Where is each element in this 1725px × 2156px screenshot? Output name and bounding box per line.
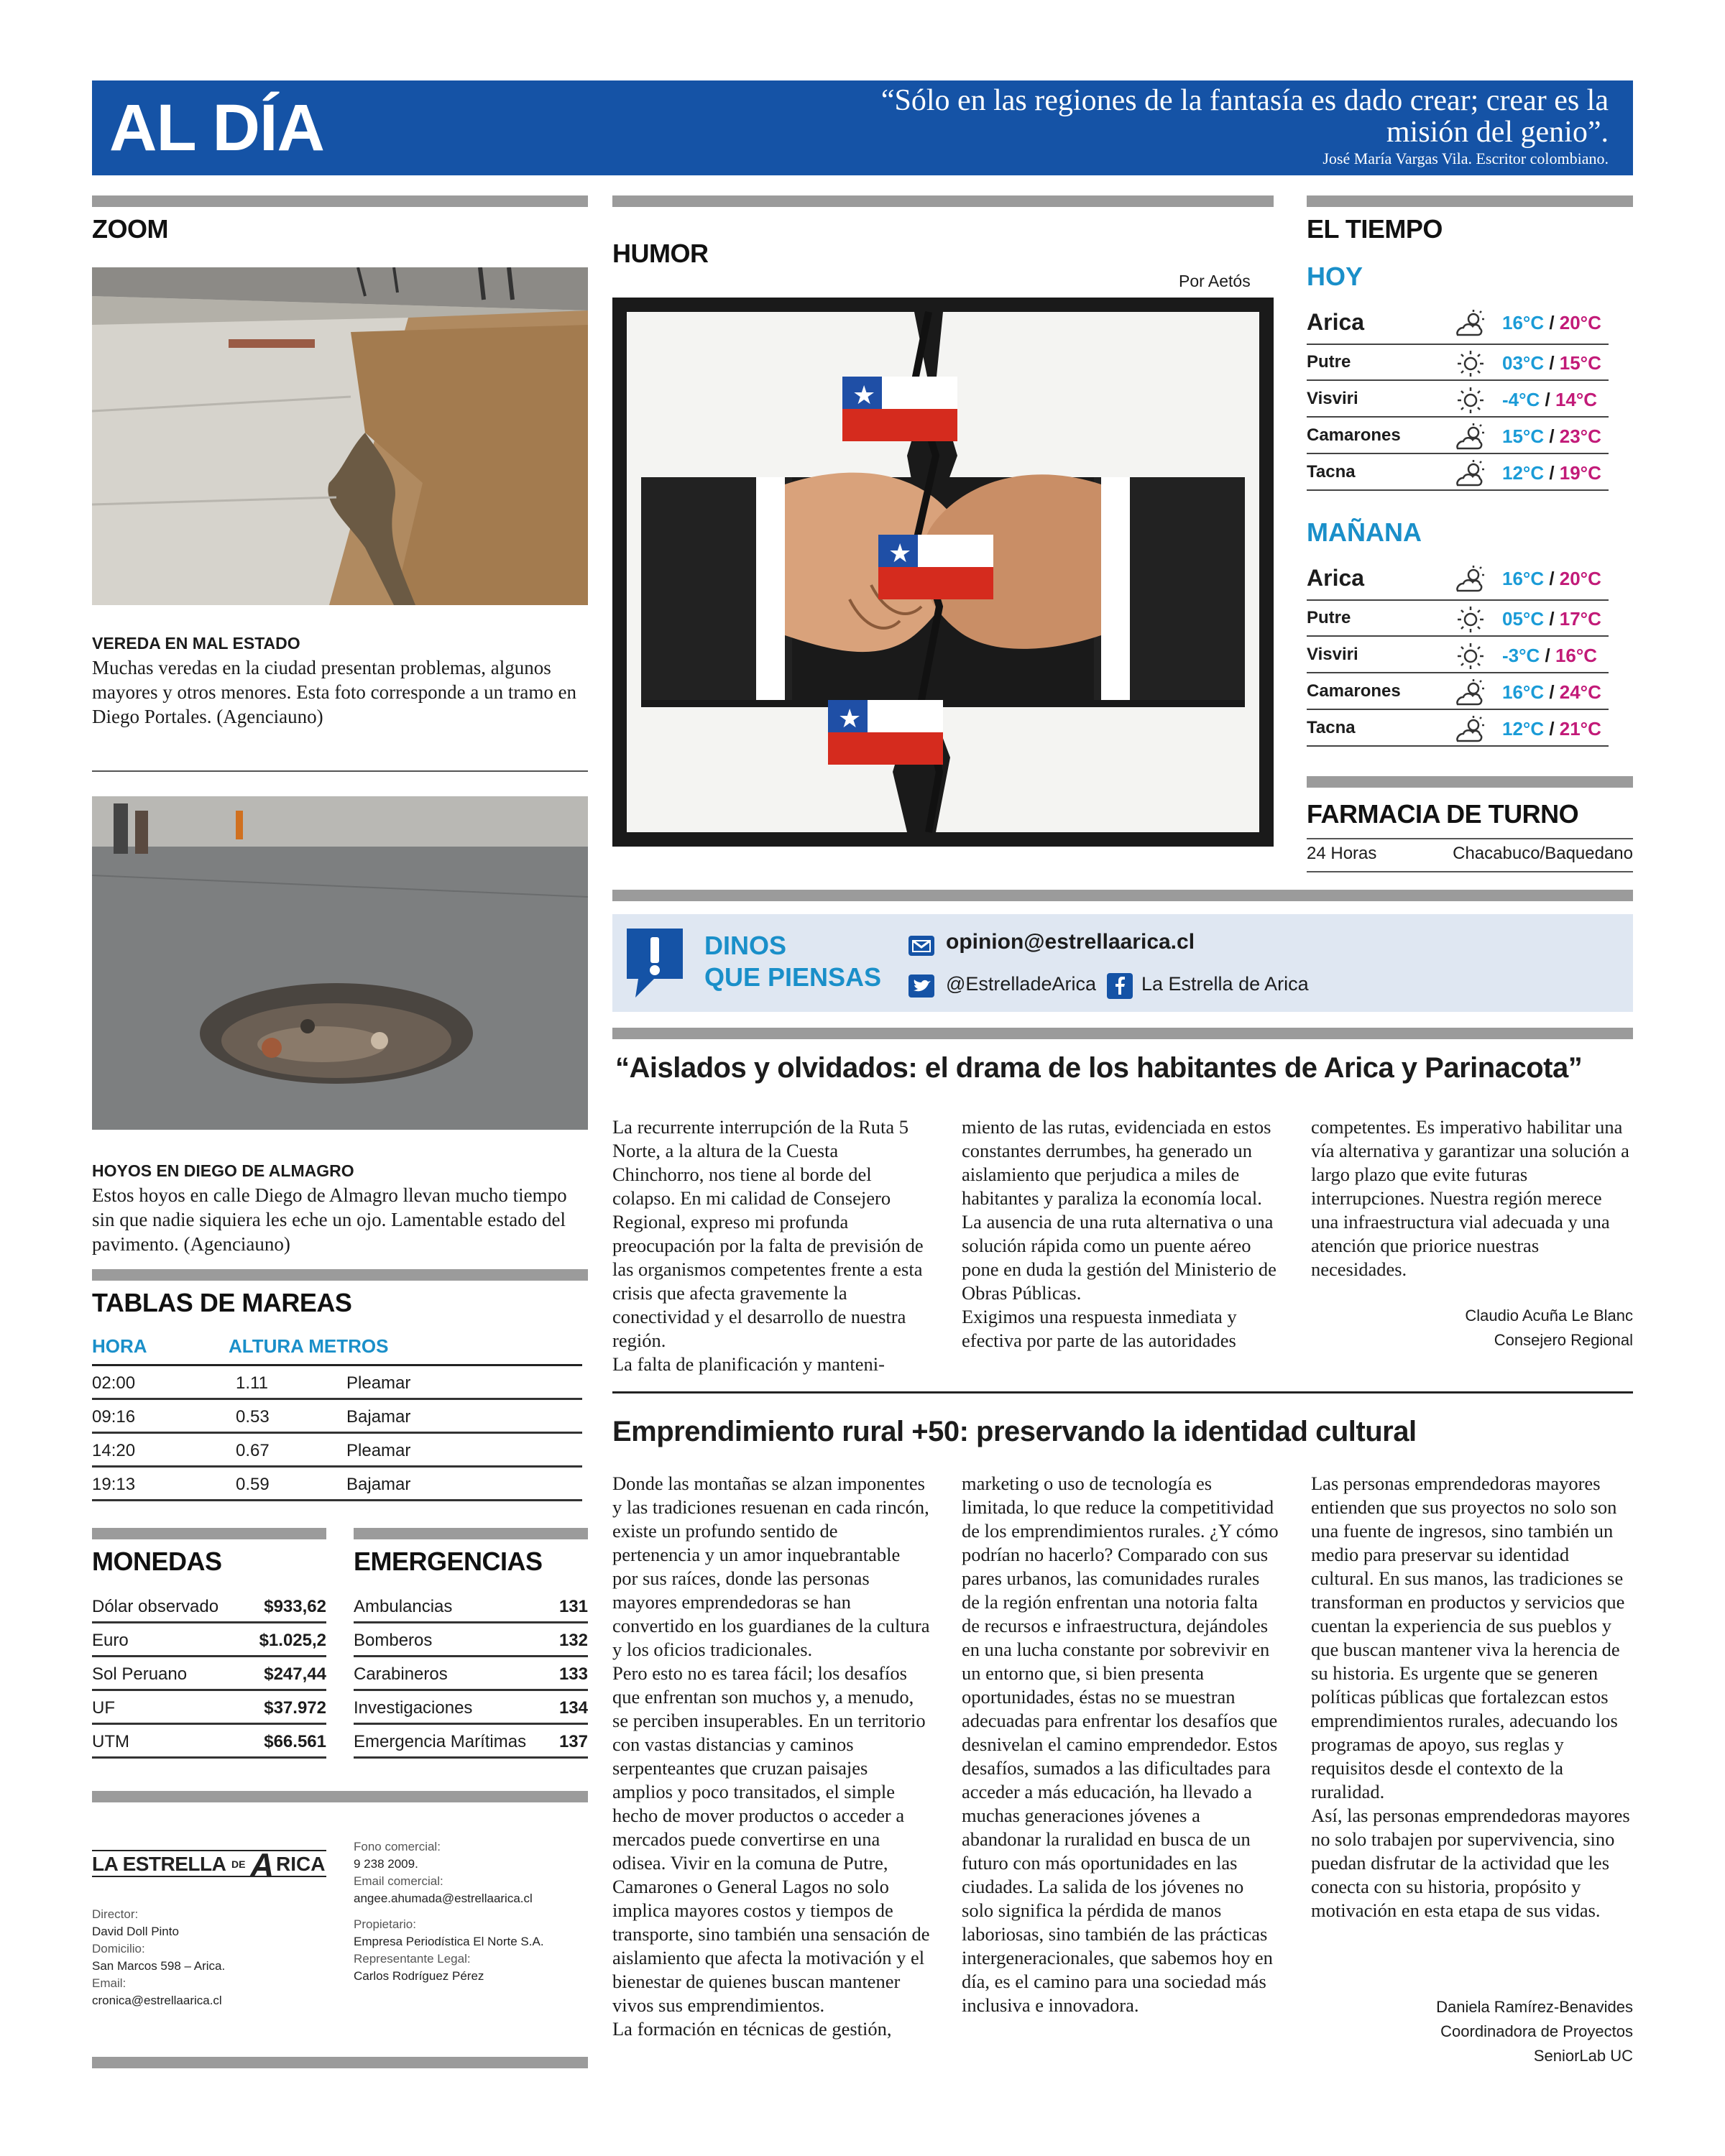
table-row — [92, 1691, 326, 1725]
divider — [612, 1391, 1633, 1393]
email-icon — [908, 936, 934, 956]
humor-cartoon — [612, 298, 1274, 847]
weather-city: Tacna — [1307, 462, 1356, 482]
table-row — [354, 1657, 588, 1691]
table-cell: Investigaciones — [354, 1698, 473, 1718]
table-cell: Dólar observado — [92, 1597, 219, 1616]
weather-city: Visviri — [1307, 645, 1358, 664]
humor-title: HUMOR — [612, 239, 709, 268]
table-cell: 02:00 — [92, 1373, 136, 1393]
article-title: Emprendimiento rural +50: preservando la identidad cultural — [612, 1416, 1417, 1447]
farmacia-title: FARMACIA DE TURNO — [1307, 799, 1579, 829]
weather-temps: 16°C / 20°C — [1502, 568, 1601, 589]
emergencias-title: EMERGENCIAS — [354, 1547, 543, 1576]
svg-text:★: ★ — [838, 704, 862, 734]
article-column: Las personas emprendedoras mayores entienden que sus proyectos no solo son una fuente de ingresos, sino también un medio para preservar su identidad cultural. En sus manos, las tradiciones se transforman en productos y servicios que cuentan la experiencia de sus pueblos y que buscan mantener viva la herencia de su historia. Es urgente que se generen políticas públicas que fortalezcan estos emprendimientos rurales, adecuando los programas de apoyo, sus reglas y requisitos desde el contexto de la ruralidad. Así, las personas emprendedoras mayores no solo trabajen por supervivencia, sino puedan disfrutar de la actividad que les conecta con su historia, propósito y motivación en esta etapa de sus vidas. — [1311, 1473, 1630, 1921]
photo-heading: HOYOS EN DIEGO DE ALMAGRO — [92, 1161, 354, 1180]
article-signature: Claudio Acuña Le Blanc Consejero Regional — [1465, 1307, 1633, 1349]
dinos-facebook-link[interactable]: La Estrella de Arica — [1141, 973, 1309, 995]
weather-city: Tacna — [1307, 718, 1356, 737]
table-cell: Bomberos — [354, 1631, 433, 1650]
weather-city: Camarones — [1307, 425, 1401, 445]
table-row — [354, 1590, 588, 1623]
weather-temps: 15°C / 23°C — [1502, 425, 1601, 447]
tiempo-hoy-label: HOY — [1307, 262, 1363, 291]
temp-min: -4°C — [1502, 389, 1540, 410]
facebook-icon — [1107, 973, 1133, 999]
temp-min: -3°C — [1502, 645, 1540, 666]
weather-row — [1307, 674, 1609, 710]
table-cell: UF — [92, 1698, 115, 1718]
weather-row — [1307, 455, 1609, 491]
table-row — [354, 1623, 588, 1657]
temp-max: 17°C — [1559, 608, 1601, 630]
table-cell: $37.972 — [264, 1698, 326, 1718]
weather-row — [1307, 601, 1609, 637]
sun-icon — [1450, 348, 1491, 379]
mareas-table — [92, 1366, 582, 1501]
table-row — [92, 1468, 582, 1501]
table-cell: UTM — [92, 1732, 129, 1751]
divider — [92, 770, 588, 772]
partly-cloudy-icon — [1450, 458, 1491, 489]
weather-temps: -4°C / 14°C — [1502, 389, 1598, 410]
table-cell: 19:13 — [92, 1475, 136, 1494]
weather-row — [1307, 561, 1609, 601]
divider — [612, 195, 1274, 207]
divider — [92, 1269, 588, 1281]
table-row — [92, 1590, 326, 1623]
partly-cloudy-icon — [1450, 677, 1491, 709]
article-column: marketing o uso de tecnología es limitada, lo que reduce la competitividad de los emprendimientos rurales. ¿Y cómo podrían no hacerlo? Comparado con sus pares urbanos, las comunidades rurales de la región enfrentan una notoria falta de recursos e infraestructura, dejándoles en una lucha constante por sobrevivir en un entorno que, si bien presenta oportunidades, éstas no se muestran adecuadas para enfrentar los desafíos que desnivelan el camino emprendedor. Estos desafíos, sumados a las dificultades para acceder a más educación, ha llevado a muchas generaciones jóvenes a abandonar la ruralidad en busca de un futuro con más oportunidades en las ciudades. La salida de los jóvenes no solo significa la pérdida de manos laboriosas, sino también de las prácticas intergeneracionales, que sabemos hoy en día, es el camino para una sociedad más inclusiva e innovadora. — [962, 1473, 1279, 2016]
divider — [1307, 871, 1633, 872]
farmacia-hours: 24 Horas — [1307, 844, 1377, 863]
temp-max: 14°C — [1555, 389, 1598, 410]
sun-icon — [1450, 640, 1491, 672]
divider — [612, 1028, 1633, 1039]
article-column: La recurrente interrupción de la Ruta 5 Norte, a la altura de la Cuesta Chinchorro, nos tiene al borde del colapso. En mi calidad de Consejero Regional, expreso mi profunda preocupación por la falta de previsión de las organismos competentes frente a esta crisis que afecta gravemente la conectividad y el desarrollo de nuestra región. La falta de planificación y manteni- — [612, 1116, 924, 1375]
weather-row — [1307, 305, 1609, 345]
temp-min: 03°C — [1502, 352, 1545, 374]
weather-city: Visviri — [1307, 389, 1358, 408]
table-cell: Bajamar — [346, 1475, 411, 1494]
table-cell: Carabineros — [354, 1664, 448, 1684]
table-cell: 132 — [558, 1631, 588, 1650]
photo-caption: Estos hoyos en calle Diego de Almagro llevan mucho tiempo sin que nadie siquiera les eche un ojo. Lamentable estado del pavimento. (Agenciauno) — [92, 1184, 567, 1255]
sun-icon — [1450, 604, 1491, 635]
dinos-twitter-link[interactable]: @EstrelladeArica — [946, 973, 1096, 995]
article-signature: Daniela Ramírez-Benavides Coordinadora de Proyectos SeniorLab UC — [1436, 1998, 1633, 2065]
temp-min: 12°C — [1502, 462, 1545, 484]
table-cell: 131 — [558, 1597, 588, 1616]
exclamation-icon — [622, 926, 687, 998]
divider — [1307, 776, 1633, 788]
table-cell: Sol Peruano — [92, 1664, 188, 1684]
temp-min: 16°C — [1502, 681, 1545, 703]
table-row — [354, 1725, 588, 1759]
dinos-email-link[interactable]: opinion@estrellaarica.cl — [946, 930, 1195, 954]
dinos-title: DINOS QUE PIENSAS — [704, 931, 882, 992]
banner-quote: “Sólo en las regiones de la fantasía es dado crear; crear es la misión del genio”. — [880, 84, 1609, 149]
weather-city: Arica — [1307, 565, 1365, 591]
divider — [92, 1791, 588, 1802]
temp-min: 12°C — [1502, 718, 1545, 740]
table-row — [92, 1623, 326, 1657]
mareas-header-hora: HORA — [92, 1335, 147, 1357]
temp-max: 21°C — [1559, 718, 1601, 740]
table-cell: Pleamar — [346, 1373, 411, 1393]
table-cell: 1.11 — [236, 1373, 268, 1393]
weather-temps: 12°C / 21°C — [1502, 718, 1601, 740]
table-cell: Ambulancias — [354, 1597, 453, 1616]
table-cell: $1.025,2 — [259, 1631, 326, 1650]
weather-temps: 03°C / 15°C — [1502, 352, 1601, 374]
section-title: AL DÍA — [109, 91, 324, 165]
sidewalk-photo — [92, 267, 588, 605]
article-title: “Aislados y olvidados: el drama de los habitantes de Arica y Parinacota” — [615, 1052, 1583, 1084]
tiempo-title: EL TIEMPO — [1307, 214, 1443, 244]
article-column: Donde las montañas se alzan imponentes y las tradiciones resuenan en cada rincón, existe un profundo sentido de pertenencia y un amor inquebrantable por sus raíces, donde las personas mayores emprendedoras se han convertido en los guardianes de la cultura y los oficios tradicionales. Pero esto no es tarea fácil; los desafíos que enfrentan son muchos y, a menudo, se perciben insuperables. En un territorio con vastas distancias y caminos serpenteantes que cruzan paisajes amplios y poco transitados, el simple hecho de mover productos o acceder a mercados puede convertirse en una odisea. Vivir en la comuna de Putre, Camarones o General Lagos no solo implica mayores costos y tiempos de transporte, sino también una sensación de aislamiento que afecta la motivación y el bienestar de quienes buscan mantener vivos sus emprendimientos. La formación en técnicas de gestión, — [612, 1473, 930, 2040]
temp-max: 20°C — [1559, 312, 1601, 333]
weather-city: Camarones — [1307, 681, 1401, 701]
cartoon-credit: Por Aetós — [1179, 272, 1251, 290]
weather-row — [1307, 418, 1609, 454]
table-cell: 0.59 — [236, 1475, 270, 1494]
weather-row — [1307, 345, 1609, 381]
divider — [1307, 195, 1633, 207]
table-row — [92, 1657, 326, 1691]
svg-text:★: ★ — [852, 381, 876, 410]
table-cell: $247,44 — [264, 1664, 326, 1684]
pothole-photo — [92, 796, 588, 1130]
weather-tomorrow — [1307, 561, 1609, 755]
table-cell: 0.67 — [236, 1441, 270, 1460]
temp-max: 24°C — [1559, 681, 1601, 703]
divider — [354, 1528, 588, 1539]
weather-city: Putre — [1307, 352, 1351, 372]
table-cell: 137 — [558, 1732, 588, 1751]
article-column: miento de las rutas, evidenciada en estos constantes derrumbes, ha generado un aislamiento que perjudica a miles de habitantes y paraliza la economía local. La ausencia de una ruta alternativa o una solución rápida como un puente aéreo pone en duda la gestión del Ministerio de Obras Públicas. Exigimos una respuesta inmediata y efectiva por parte de las autoridades — [962, 1116, 1276, 1351]
temp-max: 16°C — [1555, 645, 1598, 666]
masthead-left: Director: David Doll Pinto Domicilio: San Marcos 598 – Arica. Email: cronica@estrellaarica.cl — [92, 1907, 226, 2007]
newspaper-logo: LA ESTRELLA DE A RICA — [92, 1846, 326, 1884]
svg-text:★: ★ — [888, 539, 912, 568]
table-cell: $66.561 — [264, 1732, 326, 1751]
weather-temps: 05°C / 17°C — [1502, 608, 1601, 630]
weather-row — [1307, 637, 1609, 673]
tiempo-manana-label: MAÑANA — [1307, 517, 1422, 547]
emergencias-table — [354, 1590, 588, 1759]
weather-row — [1307, 711, 1609, 747]
article-column: competentes. Es imperativo habilitar una vía alternativa y garantizar una solución a largo plazo que evite futuras interrupciones. Nuestra región merece una infraestructura vial adecuada y una atención que priorice nuestras necesidades. — [1311, 1116, 1629, 1280]
weather-temps: -3°C / 16°C — [1502, 645, 1598, 666]
partly-cloudy-icon — [1450, 308, 1491, 339]
temp-max: 23°C — [1559, 425, 1601, 447]
weather-row — [1307, 382, 1609, 418]
table-cell: 14:20 — [92, 1441, 136, 1460]
divider — [92, 195, 588, 207]
table-cell: Emergencia Marítimas — [354, 1732, 527, 1751]
temp-min: 16°C — [1502, 312, 1545, 333]
masthead-right: Fono comercial: 9 238 2009. Email comercial: angee.ahumada@estrellaarica.cl Propietario: Empresa Periodística El Norte S.A. Representante Legal: Carlos Rodríguez Pérez — [354, 1840, 544, 1983]
table-row — [92, 1366, 582, 1400]
temp-max: 20°C — [1559, 568, 1601, 589]
table-row — [92, 1400, 582, 1434]
table-cell: Euro — [92, 1631, 129, 1650]
table-cell: 0.53 — [236, 1407, 270, 1427]
mareas-header-altura: ALTURA METROS — [229, 1335, 389, 1357]
sun-icon — [1450, 384, 1491, 416]
table-cell: Bajamar — [346, 1407, 411, 1427]
table-cell: $933,62 — [264, 1597, 326, 1616]
divider — [1307, 838, 1633, 839]
partly-cloudy-icon — [1450, 421, 1491, 453]
section-banner — [92, 80, 1633, 175]
temp-max: 15°C — [1559, 352, 1601, 374]
weather-temps: 16°C / 20°C — [1502, 312, 1601, 333]
monedas-table — [92, 1590, 326, 1759]
mareas-title: TABLAS DE MAREAS — [92, 1288, 352, 1317]
banner-quote-author: José María Vargas Vila. Escritor colombiano. — [1322, 149, 1609, 167]
monedas-title: MONEDAS — [92, 1547, 222, 1576]
weather-temps: 12°C / 19°C — [1502, 462, 1601, 484]
table-row — [92, 1434, 582, 1468]
partly-cloudy-icon — [1450, 563, 1491, 595]
table-row — [92, 1725, 326, 1759]
zoom-title: ZOOM — [92, 214, 168, 244]
weather-today — [1307, 305, 1609, 499]
photo-heading: VEREDA EN MAL ESTADO — [92, 634, 300, 653]
dinos-box — [612, 914, 1633, 1012]
divider — [92, 1528, 326, 1539]
farmacia-name: Chacabuco/Baquedano — [1453, 844, 1633, 863]
table-cell: 134 — [558, 1698, 588, 1718]
photo-caption: Muchas veredas en la ciudad presentan problemas, algunos mayores y otros menores. Esta foto corresponde a un tramo en Diego Portales. (Agenciauno) — [92, 657, 577, 727]
table-row — [354, 1691, 588, 1725]
partly-cloudy-icon — [1450, 714, 1491, 745]
table-cell: 09:16 — [92, 1407, 136, 1427]
divider — [612, 890, 1633, 901]
table-cell: Pleamar — [346, 1441, 411, 1460]
divider — [92, 2057, 588, 2068]
weather-city: Putre — [1307, 608, 1351, 627]
temp-min: 05°C — [1502, 608, 1545, 630]
twitter-icon — [908, 975, 934, 998]
table-cell: 133 — [558, 1664, 588, 1684]
temp-max: 19°C — [1559, 462, 1601, 484]
weather-city: Arica — [1307, 309, 1365, 335]
weather-temps: 16°C / 24°C — [1502, 681, 1601, 703]
temp-min: 16°C — [1502, 568, 1545, 589]
temp-min: 15°C — [1502, 425, 1545, 447]
